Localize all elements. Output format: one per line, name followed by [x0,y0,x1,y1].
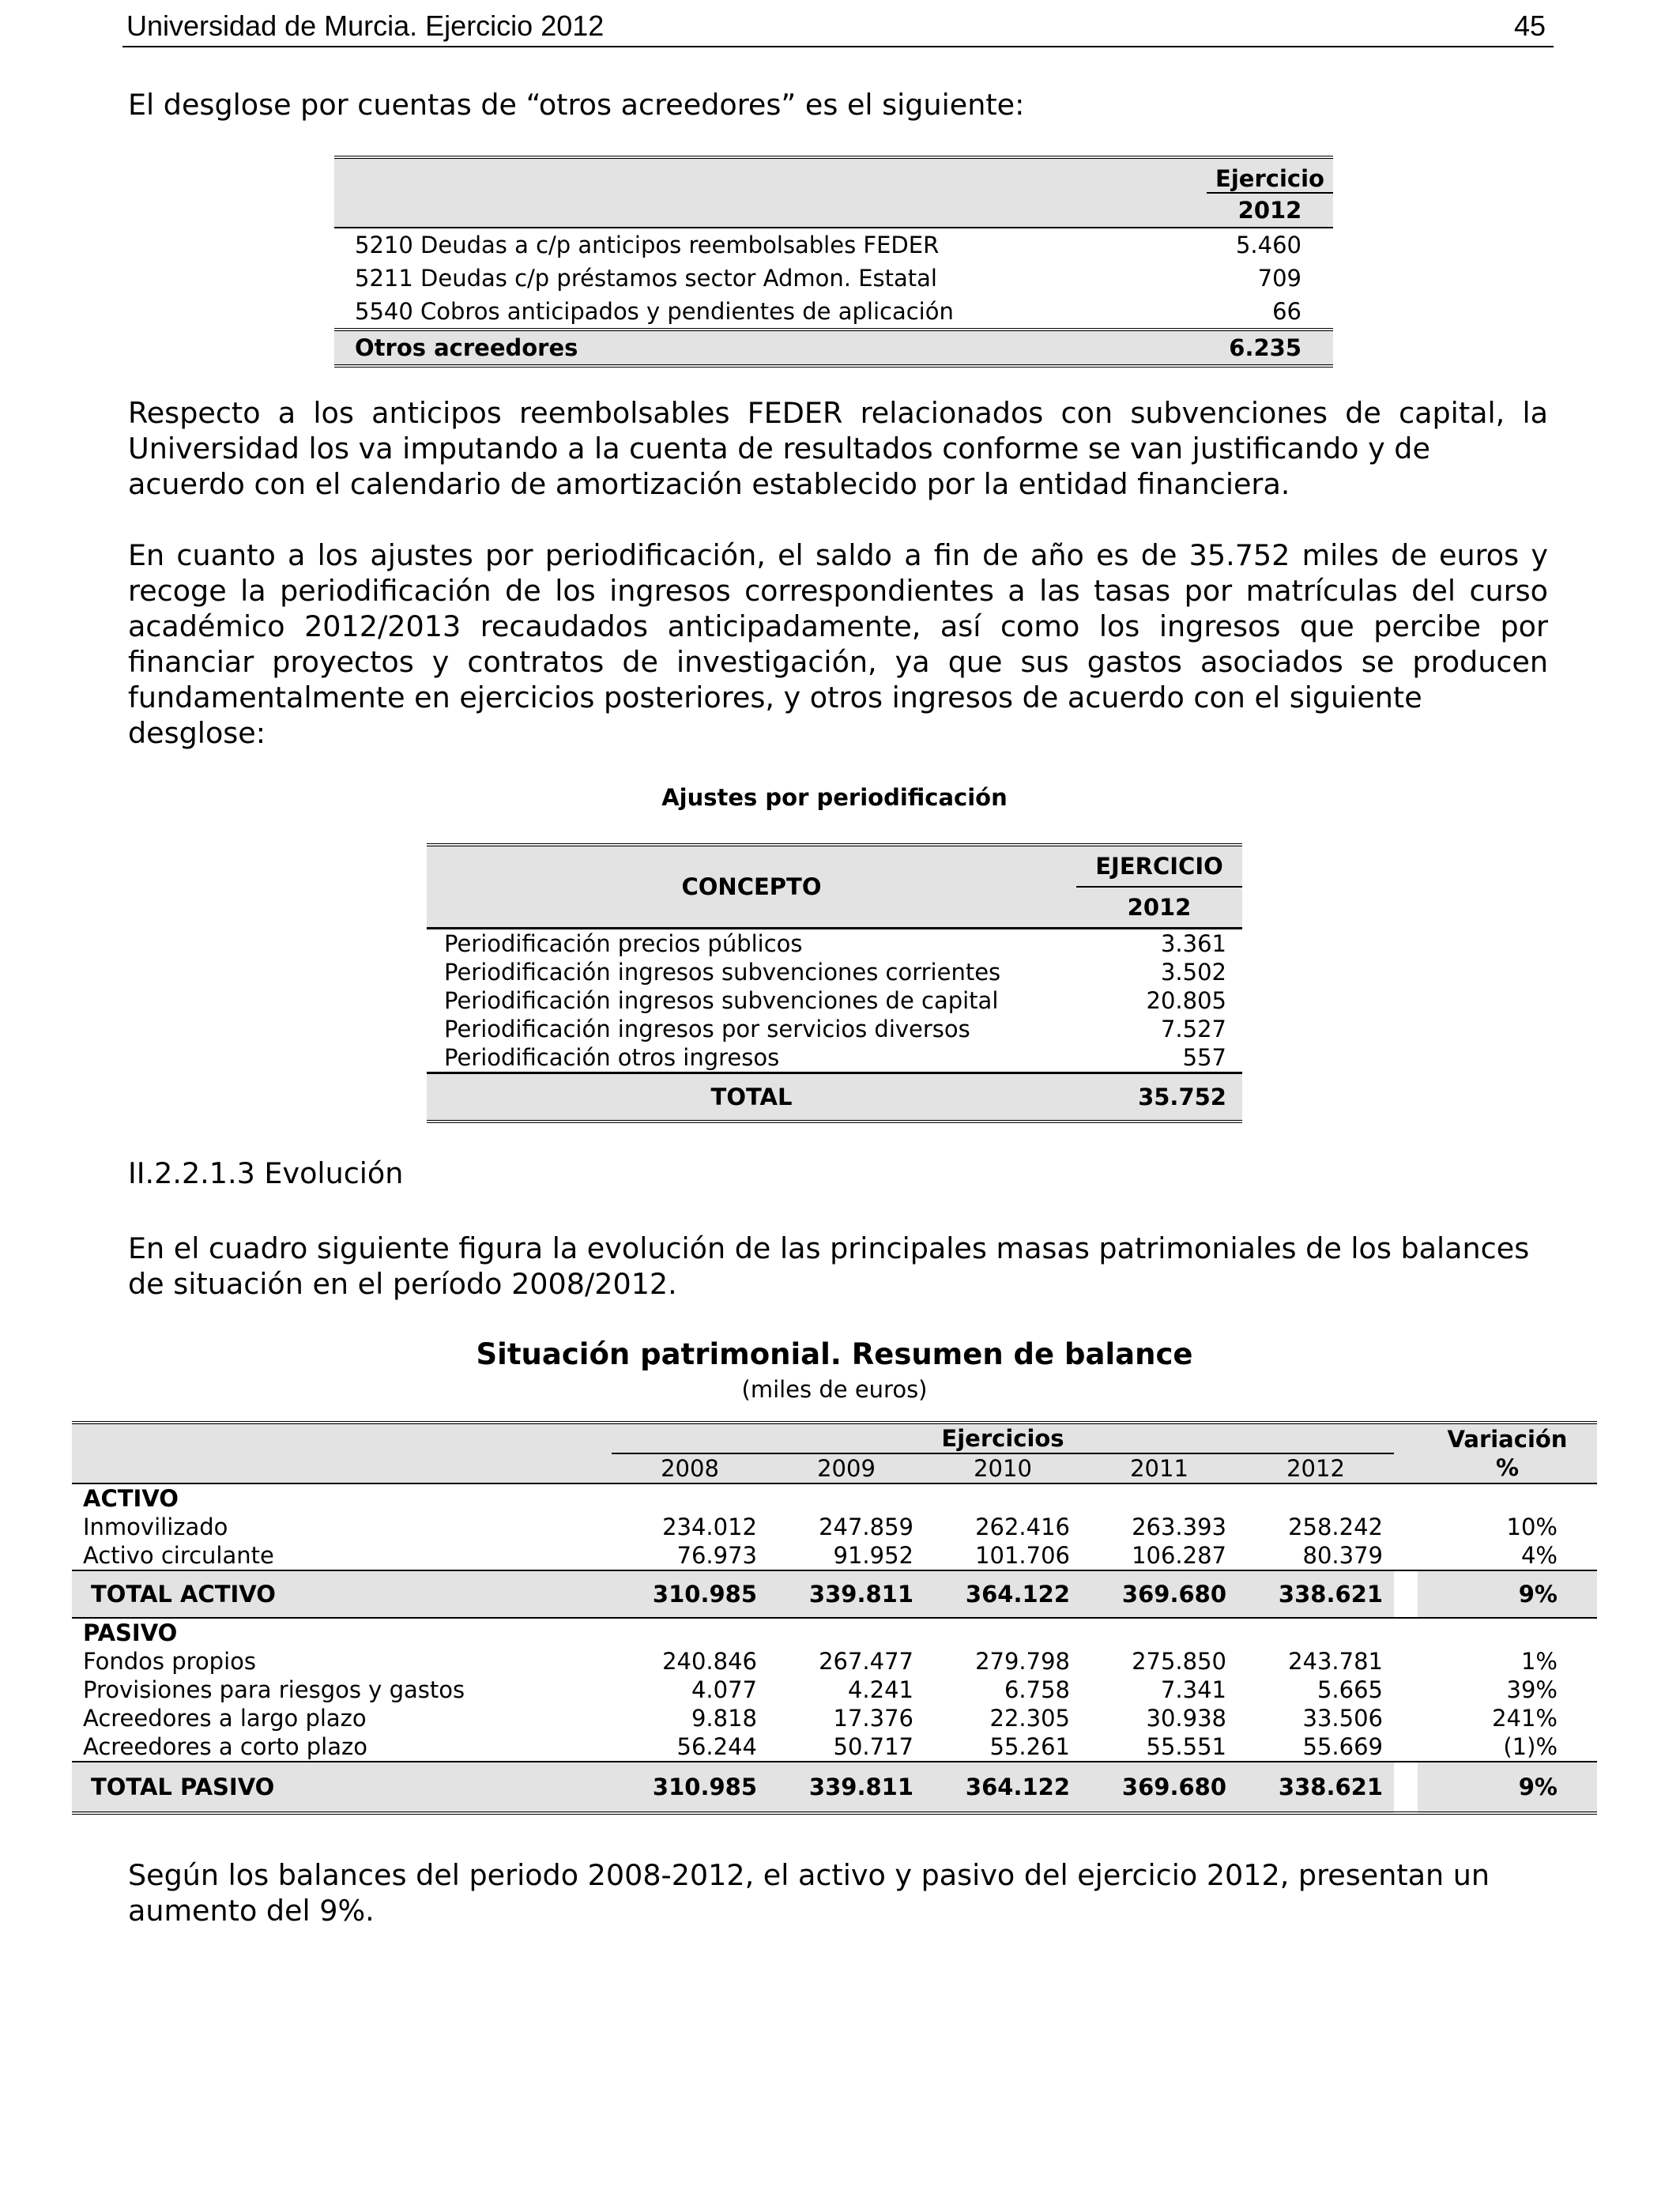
table-row: Periodificación ingresos subvenciones de capital 20.805 [444,987,1226,1014]
t2-year-value: 2012 [1127,894,1192,921]
table-row: Periodificación otros ingresos 557 [444,1044,1226,1071]
intro-paragraph: El desglose por cuentas de “otros acreedores” es el siguiente: [128,88,1025,122]
t3-activo-label: ACTIVO [83,1485,179,1512]
table-row: Inmovilizado 234.012 247.859 262.416 263.393 258.242 10% [83,1514,1558,1540]
otros-acreedores-table [334,156,1333,368]
t2-total-row: TOTAL 35.752 [427,1073,1242,1122]
table-row: Periodificación ingresos subvenciones corrientes 3.502 [444,959,1226,986]
section-heading: II.2.2.1.3 Evolución [128,1156,404,1190]
paragraph-periodificacion: En cuanto a los ajustes por periodificación, el saldo a fin de año es de 35.752 miles de euros y recoge la periodificación de los ingresos correspondientes a las tasas por matrículas del curso académico 2012/2013 recaudados anticipadamente, así como los ingresos que percibe por financiar proyectos y contratos de investigación, ya que sus gastos asociados se producen fundamentalmente en ejercicios posteriores, y otros ingresos de acuerdo con el siguiente desglose: [128,538,1548,750]
ajustes-periodificacion-table [427,843,1242,1123]
paragraph-feder: Respecto a los anticipos reembolsables FEDER relacionados con subvenciones de capital, la Universidad los va imputando a la cuenta de resultados conforme se van justificando y de acuerdo con el calendario de amortización establecido por la entidad financiera. [128,396,1548,501]
paragraph-conclusion: Según los balances del periodo 2008-2012, el activo y pasivo del ejercicio 2012, presentan un aumento del 9%. [128,1858,1490,1928]
table-row: Fondos propios 240.846 267.477 279.798 275.850 243.781 1% [83,1648,1558,1675]
t3-variacion-pct: % [1495,1454,1520,1481]
t1-col-header-year: 2012 [1237,197,1302,224]
table-row: 5211 Deudas c/p préstamos sector Admon. Estatal 709 [355,265,1301,292]
table-row: Acreedores a corto plazo 56.244 50.717 55.261 55.551 55.669 (1)% [83,1733,1558,1760]
t3-year-2012: 2012 [1237,1453,1394,1483]
page-number: 45 [1513,9,1546,42]
table-row: Periodificación precios públicos 3.361 [444,930,1226,957]
t3-ejercicios-header: Ejercicios [941,1425,1064,1452]
table-row: Provisiones para riesgos y gastos 4.077 4.241 6.758 7.341 5.665 39% [83,1676,1558,1703]
table-row: 5210 Deudas a c/p anticipos reembolsables FEDER 5.460 [355,232,1301,258]
t3-variacion-header: Variación [1447,1425,1568,1453]
header-rule [122,46,1554,47]
paragraph-evolucion: En el cuadro siguiente figura la evolución de las principales masas patrimoniales de los balances de situación en el período 2008/2012. [128,1231,1530,1301]
table-row: Periodificación ingresos por servicios diversos 7.527 [444,1016,1226,1042]
t3-year-2008: 2008 [612,1453,768,1483]
table-row: Activo circulante 76.973 91.952 101.706 106.287 80.379 4% [83,1542,1558,1569]
t3-subtitle: (miles de euros) [741,1376,928,1403]
t1-col-header-ejercicio: Ejercicio [1207,157,1333,193]
table-row: Acreedores a largo plazo 9.818 17.376 22.305 30.938 33.506 241% [83,1705,1558,1732]
t2-concept-header: CONCEPTO [681,873,822,900]
t3-title: Situación patrimonial. Resumen de balance [476,1337,1193,1371]
table-row: 5540 Cobros anticipados y pendientes de aplicación 66 [355,298,1301,325]
resumen-balance-table [72,1421,1597,1815]
running-header-title: Universidad de Murcia. Ejercicio 2012 [126,9,605,42]
t2-year-header: EJERCICIO [1076,845,1242,887]
t3-total-pasivo-row: TOTAL PASIVO 310.985 339.811 364.122 369.680 338.621 9% [72,1762,1597,1813]
t1-total-row: Otros acreedores 6.235 [334,330,1333,366]
t3-total-activo-row: TOTAL ACTIVO 310.985 339.811 364.122 369.680 338.621 9% [72,1570,1597,1618]
t3-pasivo-label: PASIVO [83,1619,178,1646]
t3-year-2009: 2009 [768,1453,925,1483]
t3-year-2010: 2010 [925,1453,1081,1483]
t3-year-2011: 2011 [1081,1453,1237,1483]
t2-title: Ajustes por periodificación [661,784,1008,811]
